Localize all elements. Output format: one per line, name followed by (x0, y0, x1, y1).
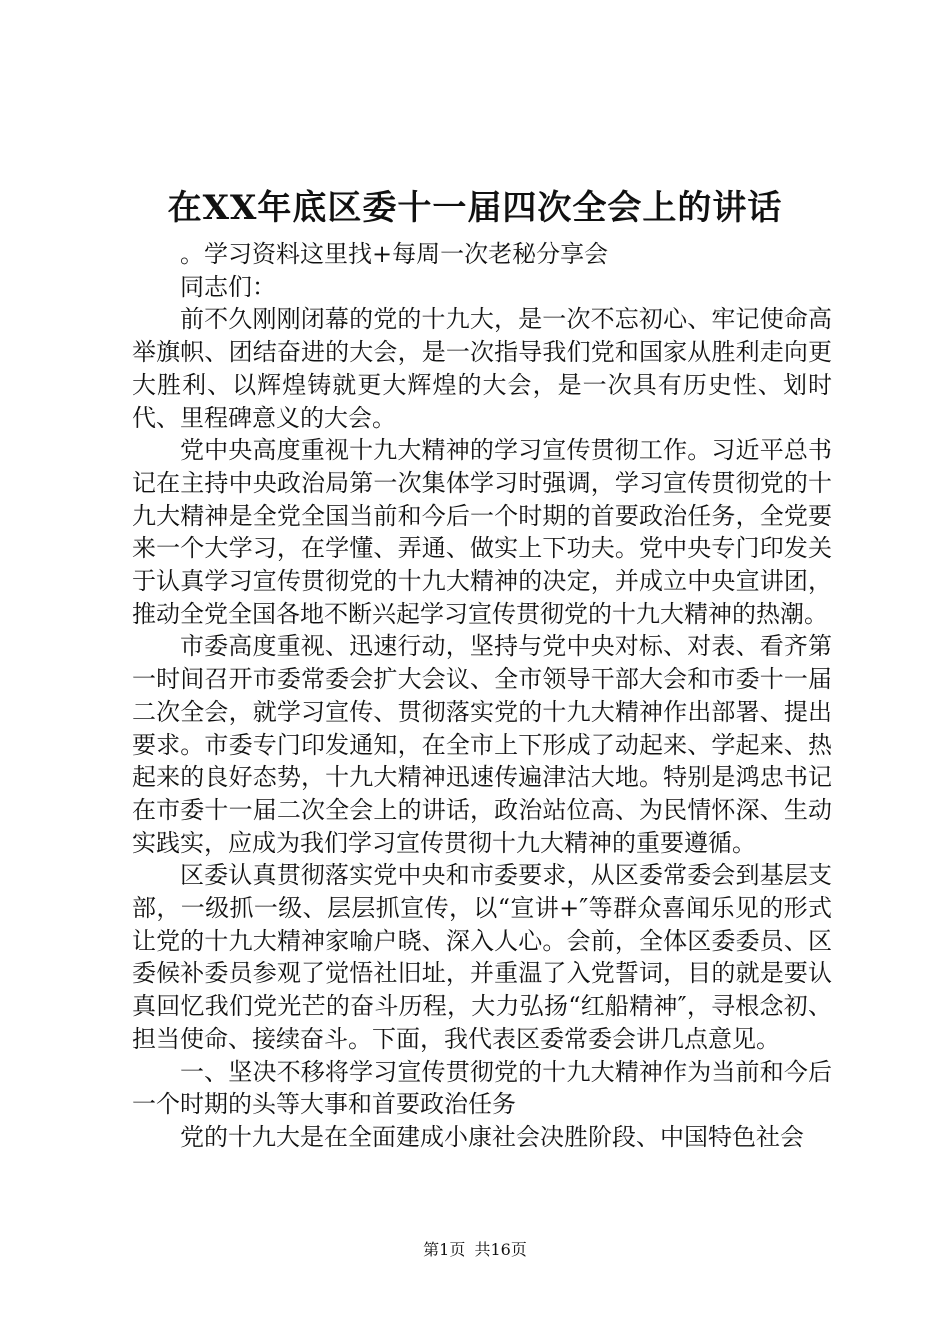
document-body (132, 238, 832, 1154)
document-title: 在XX年底区委十一届四次全会上的讲话 (167, 188, 783, 228)
body-paragraph: 区委认真贯彻落实党中央和市委要求，从区委常委会到基层支部，一级抓一级、层层抓宣传，以“宣讲+″等群众喜闻乐见的形式让党的十九大精神家喻户晓、深入人心。会前，全体区委委员、区委候补委员参观了觉悟社旧址，并重温了入党誓词，目的就是要认真回忆我们党光芒的奋斗历程，大力弘扬“红船精神″，寻根念初、担当使命、接续奋斗。下面，我代表区委常委会讲几点意见。 (132, 861, 832, 1053)
page-footer (0, 1239, 950, 1261)
section-heading: 一、坚决不移将学习宣传贯彻党的十九大精神作为当前和今后一个时期的头等大事和首要政治任务 (132, 1057, 832, 1119)
page-number: 第1页 (423, 1240, 466, 1259)
body-paragraph: 市委高度重视、迅速行动，坚持与党中央对标、对表、看齐第一时间召开市委常委会扩大会议、全市领导干部大会和市委十一届二次全会，就学习宣传、贯彻落实党的十九大精神作出部署、提出要求。市委专门印发通知，在全市上下形成了动起来、学起来、热起来的良好态势，十九大精神迅速传遍津沽大地。特别是鸿忠书记在市委十一届二次全会上的讲话，政治站位高、为民情怀深、生动实践实，应成为我们学习宣传贯彻十九大精神的重要遵循。 (132, 632, 832, 857)
body-paragraph: 党中央高度重视十九大精神的学习宣传贯彻工作。习近平总书记在主持中央政治局第一次集体学习时强调，学习宣传贯彻党的十九大精神是全党全国当前和今后一个时期的首要政治任务，全党要来一个大学习，在学懂、弄通、做实上下功夫。党中央专门印发关于认真学习宣传贯彻党的十九大精神的决定，并成立中央宣讲团，推动全党全国各地不断兴起学习宣传贯彻党的十九大精神的热潮。 (132, 436, 832, 628)
body-paragraph: 前不久刚刚闭幕的党的十九大，是一次不忘初心、牢记使命高举旗帜、团结奋进的大会，是一次指导我们党和国家从胜利走向更大胜利、以辉煌铸就更大辉煌的大会，是一次具有历史性、划时代、里程碑意义的大会。 (132, 305, 832, 432)
page-total: 共16页 (474, 1240, 527, 1259)
intro-note: 。学习资料这里找+每周一次老秘分享会 (180, 240, 609, 268)
body-paragraph: 党的十九大是在全面建成小康社会决胜阶段、中国特色社会 (180, 1122, 804, 1151)
salutation: 同志们： (180, 272, 276, 301)
